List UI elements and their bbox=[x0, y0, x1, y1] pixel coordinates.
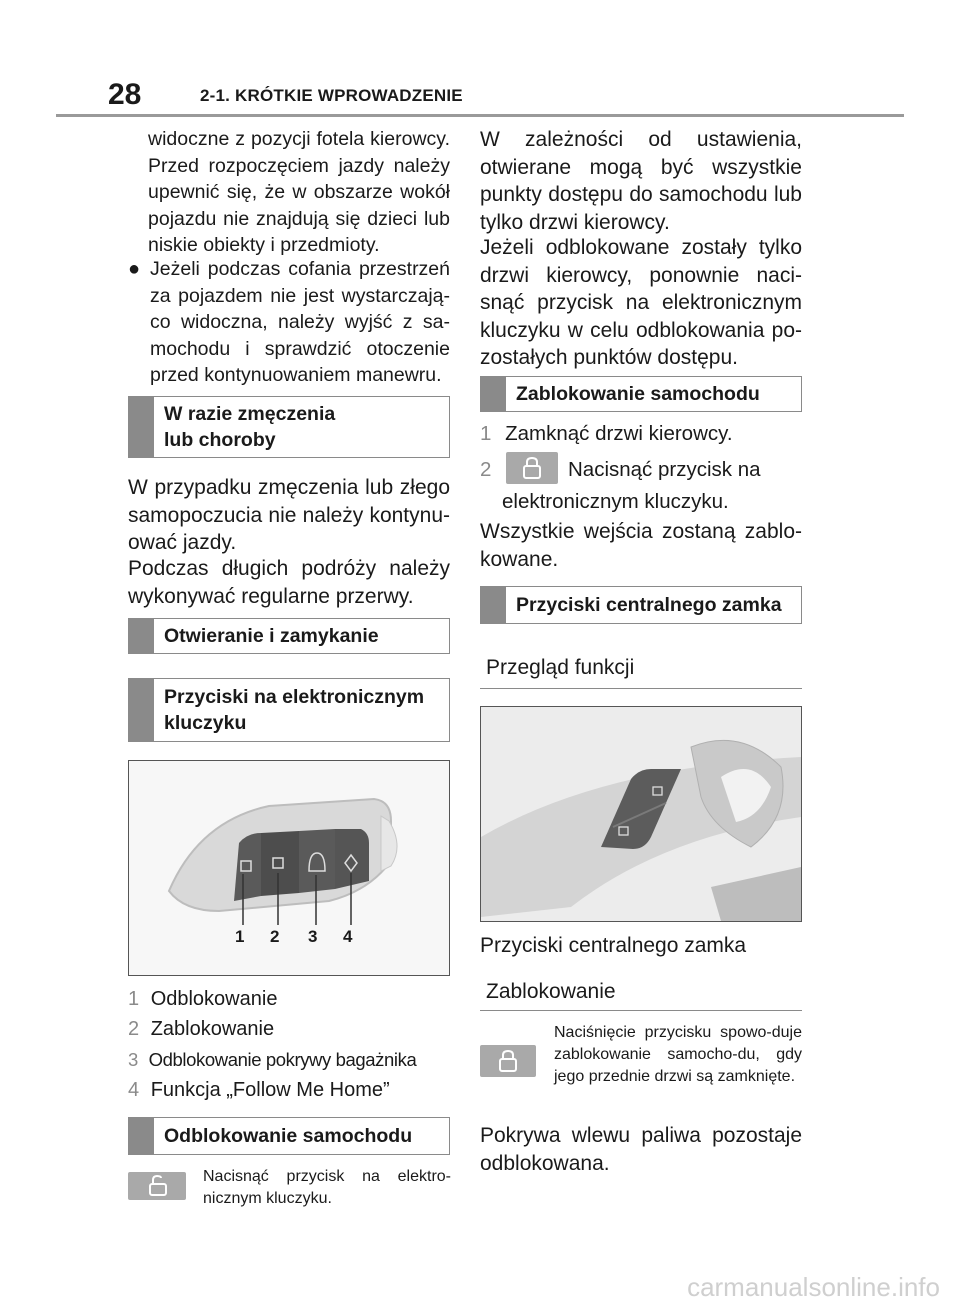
fatigue-paragraph: W przypadku zmęczenia lub złego samopoczucia nie należy kontynu-ować jazdy. bbox=[128, 476, 450, 554]
all-locked-paragraph: Wszystkie wejścia zostaną zablo-kowane. bbox=[480, 520, 802, 571]
heading-text: lub choroby bbox=[164, 429, 276, 451]
fuel-flap-paragraph: Pokrywa wlewu paliwa pozostaje odblokowana. bbox=[480, 1124, 802, 1175]
locking-description: Naciśnięcie przycisku spowo-duje zablokowanie samocho-du, gdy jego przednie drzwi są zamknięte. bbox=[554, 1024, 802, 1085]
unlock-button-image bbox=[128, 1172, 186, 1200]
lock-button-image bbox=[506, 452, 558, 484]
step-2-text: Nacisnąć przycisk na bbox=[568, 458, 761, 481]
key-fob-image bbox=[129, 761, 449, 975]
step-2: 2 bbox=[480, 458, 492, 481]
intro-paragraph: widoczne z pozycji fotela kierowcy. Przed rozpoczęciem jazdy należy upewnić się, że w obszarze wokół pojazdu nie znajdują się dzieci lub niskie obiekty i przedmioty. bbox=[148, 128, 450, 256]
section-heading-fatigue bbox=[128, 396, 450, 458]
heading-text: Odblokowanie samochodu bbox=[164, 1125, 413, 1147]
key-fob-figure bbox=[128, 760, 450, 976]
bullet-text: Jeżeli podczas cofania przestrzeń za pojazdem nie jest wystarczają-co widoczna, należy wyjść z sa-mochodu i sprawdzić otoczenie przed kontynuowaniem manewru. bbox=[150, 258, 450, 386]
list-item: 2 Zablokowanie bbox=[128, 1018, 275, 1040]
section-heading-unlock bbox=[128, 1117, 450, 1155]
heading-text: W razie zmęczenia bbox=[164, 403, 336, 425]
figure-label-2: 2 bbox=[270, 927, 280, 946]
heading-text: kluczyku bbox=[164, 712, 247, 734]
section-heading-open-close bbox=[128, 618, 450, 654]
chapter-title: 2-1. KRÓTKIE WPROWADZENIE bbox=[200, 86, 463, 105]
figure-label-1: 1 bbox=[235, 927, 245, 946]
subheading-overview: Przegląd funkcji bbox=[480, 656, 802, 689]
central-lock-button-image bbox=[480, 1045, 536, 1077]
lock-icon bbox=[506, 452, 558, 484]
list-item: 4 Funkcja „Follow Me Home” bbox=[128, 1079, 390, 1101]
bullet-dot: ● bbox=[128, 258, 141, 280]
heading-text: Zablokowanie samochodu bbox=[516, 383, 760, 405]
page-number: 28 bbox=[108, 78, 142, 111]
unlock-icon bbox=[128, 1172, 186, 1200]
heading-text: Otwieranie i zamykanie bbox=[164, 625, 379, 647]
breaks-paragraph: Podczas długich podróży należy wykonywać regularne przerwy. bbox=[128, 557, 450, 608]
driver-door-paragraph: Jeżeli odblokowane zostały tylko drzwi kierowcy, ponownie naci-snąć przycisk na elektronicznym kluczyku w celu odblokowania po-zostałych punktów dostępu. bbox=[480, 236, 802, 369]
list-item: 1 Odblokowanie bbox=[128, 988, 278, 1010]
bullet-item bbox=[128, 256, 450, 389]
unlock-description: Nacisnąć przycisk na elektro-nicznym kluczyku. bbox=[203, 1168, 451, 1207]
header-rule bbox=[56, 114, 904, 117]
section-heading-central-lock bbox=[480, 586, 802, 624]
figure-label-3: 3 bbox=[308, 927, 318, 946]
step-1: 1 Zamknąć drzwi kierowcy. bbox=[480, 422, 733, 445]
central-lock-figure bbox=[480, 706, 802, 922]
door-panel-image bbox=[481, 707, 801, 921]
section-heading-key-buttons bbox=[128, 678, 450, 742]
figure-caption: Przyciski centralnego zamka bbox=[480, 934, 747, 957]
heading-text: Przyciski centralnego zamka bbox=[516, 594, 782, 616]
heading-text: Przyciski na elektronicznym bbox=[164, 686, 425, 708]
section-heading-lock bbox=[480, 376, 802, 412]
access-points-paragraph: W zależności od ustawienia, otwierane mogą być wszystkie punkty dostępu do samochodu lub tylko drzwi kierowcy. bbox=[480, 128, 802, 234]
watermark: carmanualsonline.info bbox=[687, 1272, 940, 1302]
step-2-continuation: elektronicznym kluczyku. bbox=[502, 490, 729, 513]
subheading-locking: Zablokowanie bbox=[480, 980, 802, 1011]
figure-label-4: 4 bbox=[343, 927, 353, 946]
lock-icon bbox=[480, 1045, 536, 1077]
list-item: 3 Odblokowanie pokrywy bagażnika bbox=[128, 1049, 417, 1070]
